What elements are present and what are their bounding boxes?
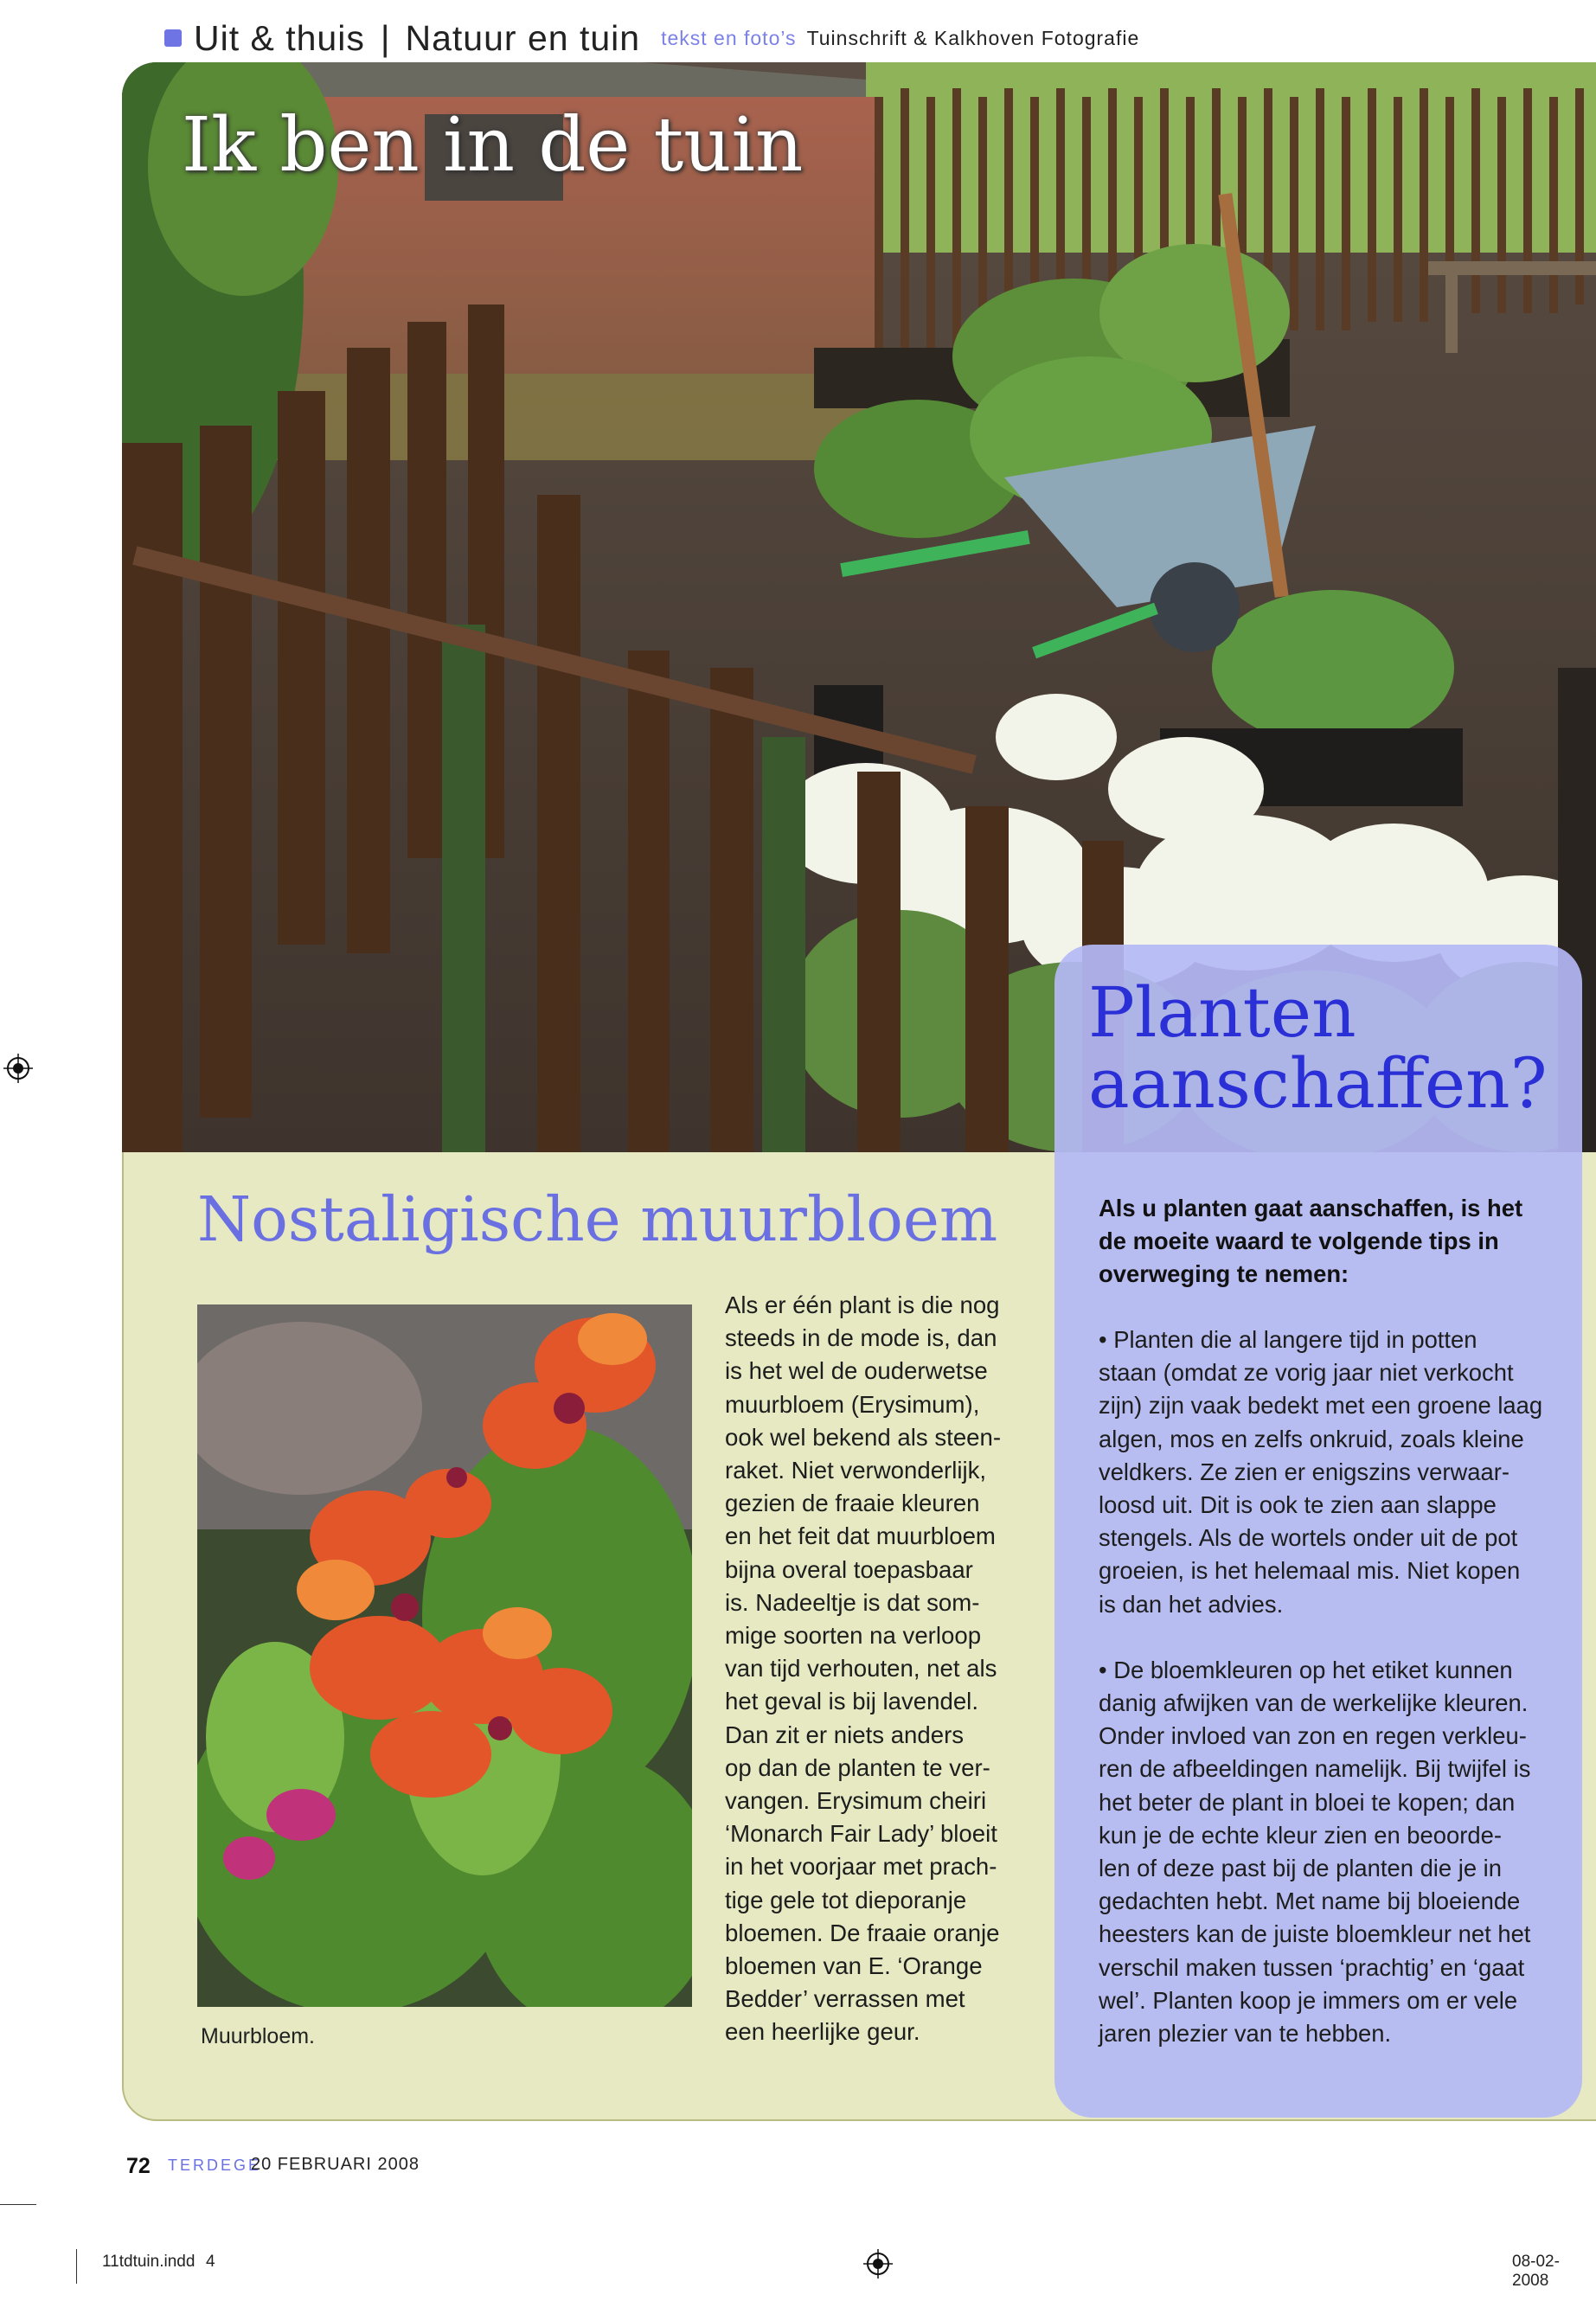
intro-line: Als u planten gaat aanschaffen, is het	[1099, 1195, 1523, 1221]
body-line: ook wel bekend als steen-	[725, 1423, 1002, 1451]
crop-mark	[76, 2249, 77, 2284]
body-line: op dan de planten te ver-	[725, 1753, 990, 1781]
sidebar-heading-line: aanschaffen?	[1088, 1043, 1548, 1124]
body-line: muurbloem (Erysimum),	[725, 1390, 980, 1418]
tip-line: verschil maken tussen ‘prachtig’ en ‘gaat	[1099, 1953, 1525, 1981]
slug-page: 4	[206, 2253, 215, 2271]
photo-caption: Muurbloem.	[201, 2024, 315, 2048]
tip-item	[1099, 1654, 1583, 2050]
tip-line: gedachten hebt. Met name bij bloeiende	[1099, 1888, 1521, 1915]
body-line: raket. Niet verwonderlijk,	[725, 1457, 987, 1484]
tip-line: loosd uit. Dit is ook te zien aan slappe	[1099, 1491, 1497, 1519]
credit-text: Tuinschrift & Kalkhoven Fotografie	[806, 26, 1140, 49]
tips-list	[1099, 1324, 1583, 2083]
wallflower-illustration	[197, 1304, 692, 2007]
body-line: bloemen van E. ‘Orange	[725, 1952, 983, 1980]
body-line: tige gele tot dieporanje	[725, 1886, 967, 1913]
wallflower-photo	[197, 1304, 692, 2007]
tip-line: algen, mos en zelfs onkruid, zoals kleine	[1099, 1425, 1524, 1452]
slug-date: 08-02-2008	[1512, 2253, 1560, 2290]
tip-line: kun je de echte kleur zien en beoorde-	[1099, 1821, 1502, 1849]
tip-line: het beter de plant in bloei te kopen; dan	[1099, 1788, 1516, 1816]
body-line: in het voorjaar met prach-	[725, 1853, 997, 1881]
article-heading: Nostaligische muurbloem	[197, 1183, 998, 1255]
tip-line: • Planten die al langere tijd in potten	[1099, 1326, 1477, 1353]
crop-mark	[0, 2204, 36, 2205]
page-number: 72	[126, 2154, 151, 2178]
tip-line: is dan het advies.	[1099, 1590, 1284, 1618]
tip-item	[1099, 1324, 1583, 1621]
page-title: Ik ben in de tuin	[182, 102, 804, 189]
slug-filename: 11tdtuin.indd	[102, 2253, 195, 2271]
running-header	[164, 12, 1139, 64]
tip-line: stengels. Als de wortels onder uit de pot	[1099, 1524, 1518, 1552]
tip-line: jaren plezier van te hebben.	[1099, 2020, 1392, 2048]
intro-line: overweging te nemen:	[1099, 1260, 1349, 1288]
body-line: van tijd verhouten, net als	[725, 1655, 997, 1682]
tip-line: wel’. Planten koop je immers om er vele	[1099, 1986, 1518, 2014]
body-line: bloemen. De fraaie oranje	[725, 1919, 1000, 1946]
tip-line: Onder invloed van zon en regen verkleu-	[1099, 1722, 1527, 1750]
body-line: bijna overal toepasbaar	[725, 1555, 973, 1583]
tip-line: • De bloemkleuren op het etiket kunnen	[1099, 1656, 1513, 1683]
tip-line: veldkers. Ze zien er enigszins verwaar-	[1099, 1458, 1509, 1485]
body-line: Bedder’ verrassen met	[725, 1985, 965, 2013]
body-line: gezien de fraaie kleuren	[725, 1490, 980, 1517]
sidebar-intro	[1099, 1192, 1566, 1292]
magazine-name: TERDEGE	[168, 2157, 262, 2174]
body-line: een heerlijke geur.	[725, 2018, 920, 2046]
body-line: is. Nadeeltje is dat som-	[725, 1588, 980, 1616]
tip-line: danig afwijken van de werkelijke kleuren.	[1099, 1689, 1529, 1717]
tip-line: staan (omdat ze vorig jaar niet verkocht	[1099, 1359, 1514, 1387]
section-square-icon	[164, 29, 182, 47]
body-line: en het feit dat muurbloem	[725, 1522, 996, 1550]
body-line: steeds in de mode is, dan	[725, 1324, 997, 1352]
tip-line: ren de afbeeldingen namelijk. Bij twijfel is	[1099, 1755, 1531, 1783]
body-line: is het wel de ouderwetse	[725, 1357, 988, 1385]
header-separator: |	[380, 17, 390, 58]
issue-date: 20 FEBRUARI 2008	[251, 2155, 420, 2174]
tip-line: heesters kan de juiste bloemkleur net het	[1099, 1920, 1531, 1948]
body-line: Dan zit er niets anders	[725, 1721, 965, 1748]
body-line: ‘Monarch Fair Lady’ bloeit	[725, 1820, 997, 1848]
sidebar-heading	[1088, 972, 1548, 1124]
tip-line: groeien, is het helemaal mis. Niet kopen	[1099, 1557, 1521, 1585]
body-line: mige soorten na verloop	[725, 1622, 982, 1650]
tip-line: len of deze past bij de planten die je in	[1099, 1855, 1502, 1882]
body-line: het geval is bij lavendel.	[725, 1688, 978, 1715]
body-line: vangen. Erysimum cheiri	[725, 1787, 987, 1815]
section-name: Uit & thuis	[194, 17, 365, 58]
tip-line: zijn) zijn vaak bedekt met een groene laag	[1099, 1392, 1543, 1420]
sidebar-heading-line: Planten	[1088, 972, 1356, 1053]
intro-line: de moeite waard te volgende tips in	[1099, 1227, 1499, 1255]
credit-label: tekst en foto’s	[661, 26, 797, 49]
registration-mark-icon	[863, 2249, 893, 2279]
article-body	[725, 1289, 1028, 2049]
registration-mark-icon	[3, 1054, 33, 1083]
body-line: Als er één plant is die nog	[725, 1292, 1000, 1318]
category-name: Natuur en tuin	[405, 17, 641, 58]
